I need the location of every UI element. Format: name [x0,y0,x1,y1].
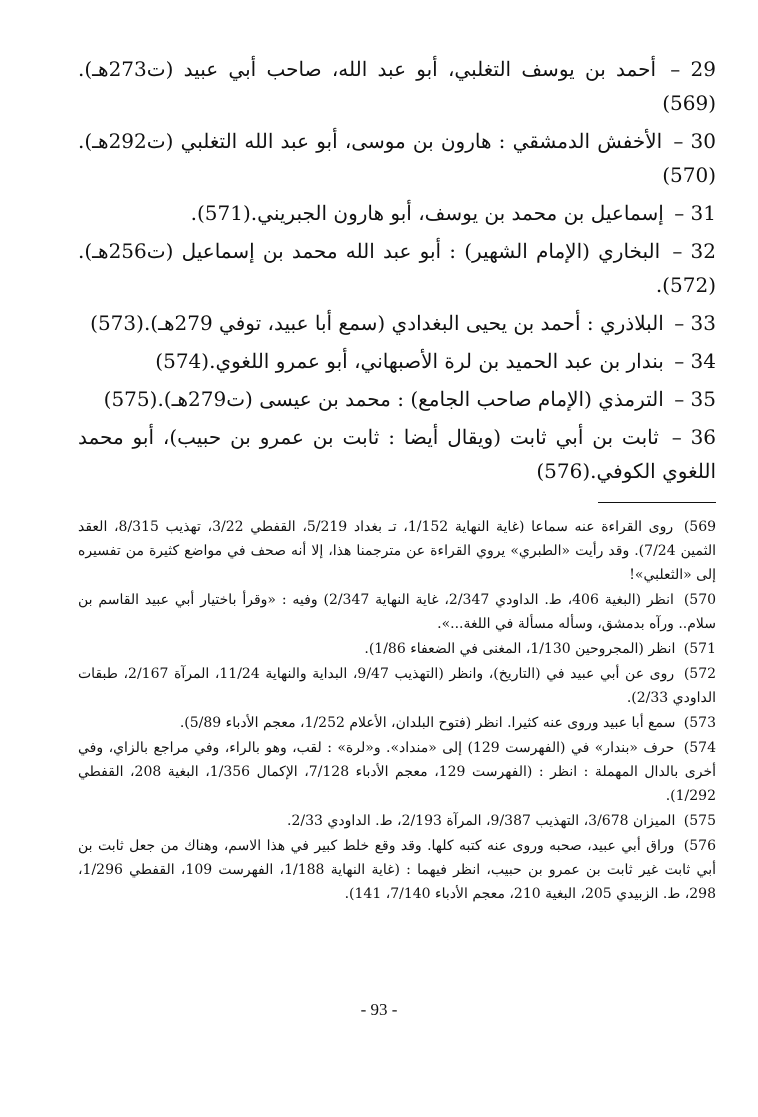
footnote-text: انظر (المجروحين 1/130، المغنى في الضعفاء 1/86). [364,641,676,657]
footnotes-list [78,515,716,906]
footnote-text: حرف «بندار» في (الفهرست 129) إلى «منداد». و«لرة» : لقب، وهو بالراء، وفي مراجع بالزاي، وفي أخرى بالدال المهملة : انظر : (الفهرست 129، معجم الأدباء 7/128، الإكمال 1/356، البغية 208، القفطي 1/292). [78,740,716,804]
footnote-number: 575) [683,813,716,829]
entry-number: 32 – [672,239,716,263]
entry-number: 33 – [674,311,716,335]
page-body [78,52,716,907]
entry-item [78,234,716,302]
footnote-item [78,662,716,710]
footnote-number: 573) [683,715,716,731]
entry-text: ثابت بن أبي ثابت (ويقال أيضا : ثابت بن عمرو بن حبيب)، أبو محمد اللغوي الكوفي.(576) [78,425,716,483]
footnote-text: روى القراءة عنه سماعا (غاية النهاية 1/152، تـ بغداد 5/219، القفطي 3/22، تهذيب 8/315، العقد الثمين 7/24). وقد رأيت «الطبري» يروي القراءة عن مترجمنا هذا، إلا أنه صحف في مواضع كثيرة من تفسيره إلى «الثعلبي»! [78,519,716,583]
footnote-item [78,637,716,661]
footnote-text: الميزان 3/678، التهذيب 9/387، المرآة 2/193، ط. الداودي 2/33. [287,813,676,829]
entry-text: الترمذي (الإمام صاحب الجامع) : محمد بن عيسى (ت279هـ).(575) [103,387,664,411]
footnote-item [78,588,716,636]
footnote-item [78,711,716,735]
entry-number: 31 – [674,201,716,225]
footnote-number: 574) [683,740,716,756]
entry-item [78,196,716,230]
page-number: - 93 - [360,1000,398,1019]
entry-text: إسماعيل بن محمد بن يوسف، أبو هارون الجبريني.(571). [190,201,664,225]
entry-number: 36 – [671,425,717,449]
footnote-text: وراق أبي عبيد، صحبه وروى عنه كتبه كلها. وقد وقع خلط كبير في هذا الاسم، وهناك من جعل ثابت بن أبي ثابت غير ثابت بن عمرو بن حبيب، انظر فيهما : (غاية النهاية 1/188، الفهرست 109، القفطي 1/296، 298، ط. الزبيدي 205، البغية 210، معجم الأدباء 7/140، 141). [78,838,716,902]
entry-number: 29 – [670,57,716,81]
footnote-item [78,736,716,808]
entry-item [78,124,716,192]
footnote-item [78,809,716,833]
footnote-number: 569) [683,519,717,535]
entry-text: البخاري (الإمام الشهير) : أبو عبد الله محمد بن إسماعيل (ت256هـ).(572). [78,239,716,297]
footnote-number: 570) [683,592,717,608]
entry-item [78,344,716,378]
entry-text: بندار بن عبد الحميد بن لرة الأصبهاني، أبو عمرو اللغوي.(574) [155,349,664,373]
entry-number: 34 – [674,349,716,373]
footnote-divider [598,502,716,503]
entry-text: البلاذري : أحمد بن يحيى البغدادي (سمع أبا عبيد، توفي 279هـ).(573) [90,311,664,335]
footnote-item [78,515,716,587]
footnote-text: روى عن أبي عبيد في (التاريخ)، وانظر (التهذيب 9/47، البداية والنهاية 11/24، المرآة 2/167، طبقات الداودي 2/33). [78,666,716,706]
entry-item [78,382,716,416]
entry-number: 30 – [673,129,716,153]
footnote-text: انظر (البغية 406، ط. الداودي 2/347، غاية النهاية 2/347) وفيه : «وقرأ باختيار أبي عبيد القاسم بن سلام.. ورآه بدمشق، وسأله مسألة في اللغة...». [78,592,716,632]
footnote-item [78,834,716,906]
entry-item [78,420,716,488]
entry-item [78,306,716,340]
entries-list [78,52,716,488]
footnote-number: 572) [683,666,717,682]
entry-text: أحمد بن يوسف التغلبي، أبو عبد الله، صاحب أبي عبيد (ت273هـ).(569) [78,57,716,115]
entry-number: 35 – [674,387,716,411]
footnote-text: سمع أبا عبيد وروى عنه كثيرا. انظر (فتوح البلدان، الأعلام 1/252، معجم الأدباء 5/89). [179,715,676,731]
entry-item [78,52,716,120]
entry-text: الأخفش الدمشقي : هارون بن موسى، أبو عبد الله التغلبي (ت292هـ).(570) [78,129,716,187]
footnote-number: 576) [683,838,716,854]
footnote-number: 571) [683,641,716,657]
